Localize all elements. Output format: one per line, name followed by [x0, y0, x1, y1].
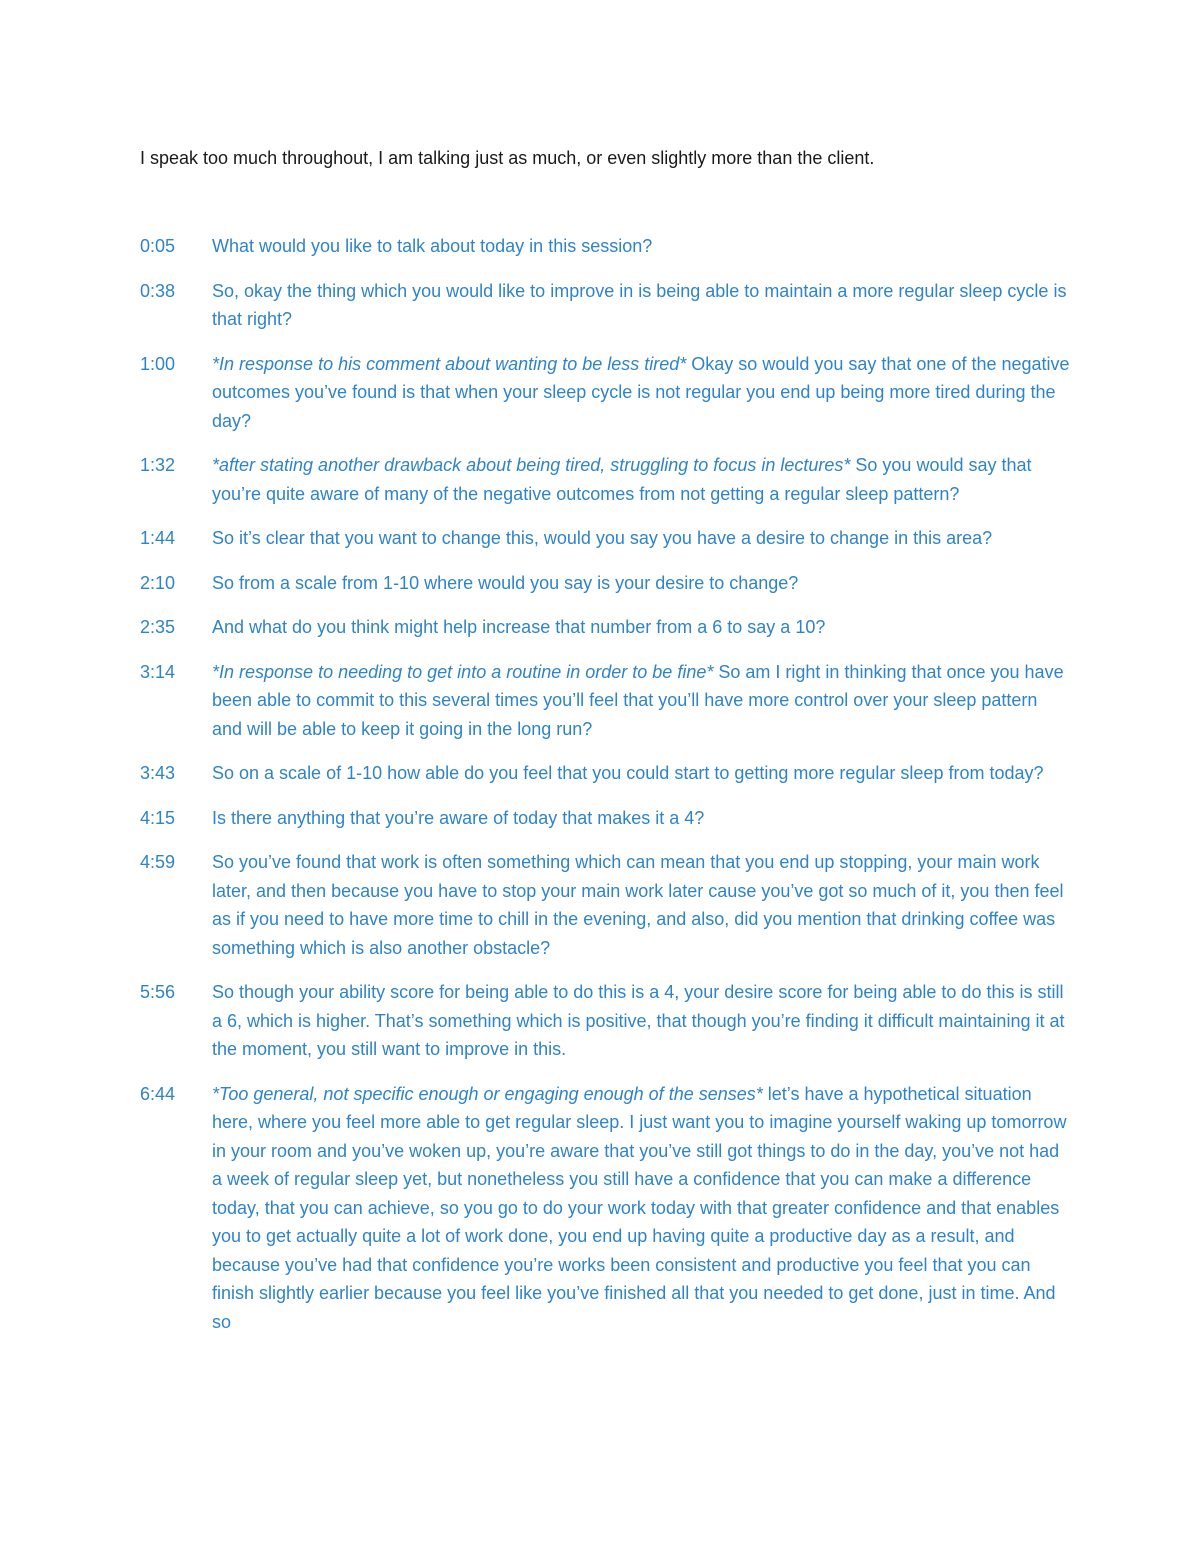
- timestamp: 1:32: [140, 455, 176, 475]
- transcript-text: [212, 350, 1070, 436]
- transcript-entry: [140, 848, 1070, 962]
- spoken-text: Okay so would you say that one of the negative outcomes you’ve found is that when your sleep cycle is not regular you end up being more tired during the day?: [212, 353, 1070, 431]
- transcript-text: [212, 569, 1070, 598]
- transcript-text: [212, 451, 1070, 508]
- transcript-text: [212, 759, 1070, 788]
- transcript-entry: [140, 350, 1070, 436]
- transcript-entry: [140, 658, 1070, 744]
- transcript-text: [212, 277, 1070, 334]
- timestamp: 2:10: [140, 572, 176, 593]
- transcript-entry: [140, 451, 1070, 508]
- timestamp: 0:05: [140, 236, 176, 256]
- spoken-text: What would you like to talk about today in this session?: [212, 236, 653, 256]
- annotation-note: *In response to needing to get into a routine in order to be fine*: [212, 661, 714, 682]
- transcript-text: [212, 613, 1070, 642]
- timestamp: 1:00: [140, 353, 176, 374]
- transcript-text: [212, 804, 1070, 833]
- transcript-text: [212, 978, 1070, 1064]
- spoken-text: So though your ability score for being able to do this is a 4, your desire score for being able to do this is still a 6, which is higher. That’s something which is positive, that though you’re finding it difficult maintaining it at the moment, you still want to improve in this.: [212, 982, 1065, 1059]
- timestamp: 2:35: [140, 617, 176, 637]
- timestamp: 4:15: [140, 807, 176, 828]
- spoken-text: Is there anything that you’re aware of today that makes it a 4?: [212, 807, 705, 828]
- transcript-text: [212, 1080, 1070, 1337]
- annotation-note: *In response to his comment about wanting to be less tired*: [212, 353, 687, 374]
- transcript-entry: [140, 613, 1070, 642]
- timestamp: 0:38: [140, 280, 176, 301]
- transcript-text: [212, 524, 1070, 553]
- timestamp: 4:59: [140, 852, 176, 872]
- spoken-text: So from a scale from 1-10 where would you say is your desire to change?: [212, 572, 799, 593]
- spoken-text: So on a scale of 1-10 how able do you feel that you could start to getting more regular sleep from today?: [212, 763, 1044, 783]
- transcript-text: [212, 848, 1070, 962]
- transcript-entry: [140, 524, 1070, 553]
- annotation-note: *Too general, not specific enough or engaging enough of the senses*: [212, 1083, 763, 1104]
- transcript-list: [140, 232, 1070, 1352]
- timestamp: 1:44: [140, 528, 176, 548]
- transcript-entry: [140, 978, 1070, 1064]
- transcript-text: [212, 658, 1070, 744]
- transcript-entry: [140, 277, 1070, 334]
- spoken-text: And what do you think might help increase that number from a 6 to say a 10?: [212, 617, 826, 637]
- spoken-text: So it’s clear that you want to change this, would you say you have a desire to change in this area?: [212, 528, 993, 548]
- transcript-entry: [140, 232, 1070, 261]
- transcript-entry: [140, 1080, 1070, 1337]
- transcript-entry: [140, 569, 1070, 598]
- spoken-text: So am I right in thinking that once you have been able to commit to this several times you’ll feel that you’ll have more control over your sleep pattern and will be able to keep it going in the long run?: [212, 661, 1064, 739]
- intro-paragraph: I speak too much throughout, I am talking just as much, or even slightly more than the client.: [140, 148, 875, 168]
- timestamp: 6:44: [140, 1083, 176, 1104]
- annotation-note: *after stating another drawback about being tired, struggling to focus in lectures*: [212, 455, 851, 475]
- transcript-entry: [140, 804, 1070, 833]
- spoken-text: So you’ve found that work is often something which can mean that you end up stopping, your main work later, and then because you have to stop your main work later cause you’ve got so much of it, you then feel as if you need to have more time to chill in the evening, and also, did you mention that drinking coffee was something which is also another obstacle?: [212, 852, 1064, 958]
- timestamp: 3:43: [140, 763, 176, 783]
- transcript-text: [212, 232, 1070, 261]
- timestamp: 3:14: [140, 661, 176, 682]
- spoken-text: So, okay the thing which you would like to improve in is being able to maintain a more regular sleep cycle is that right?: [212, 280, 1067, 329]
- timestamp: 5:56: [140, 982, 176, 1002]
- spoken-text: So you would say that you’re quite aware of many of the negative outcomes from not getting a regular sleep pattern?: [212, 455, 1032, 504]
- spoken-text: let’s have a hypothetical situation here, where you feel more able to get regular sleep. I just want you to imagine yourself waking up tomorrow in your room and you’ve woken up, you’re aware that you’ve still got things to do in the day, you’ve not had a week of regular sleep yet, but nonetheless you still have a confidence that you can make a difference today, that you can achieve, so you go to do your work today with that greater confidence and that enables you to get actually quite a lot of work done, you end up having quite a productive day as a result, and because you’ve had that confidence you’re works been consistent and productive you feel that you can finish slightly earlier because you feel like you’ve finished all that you needed to get done, just in time. And so: [212, 1083, 1067, 1332]
- transcript-entry: [140, 759, 1070, 788]
